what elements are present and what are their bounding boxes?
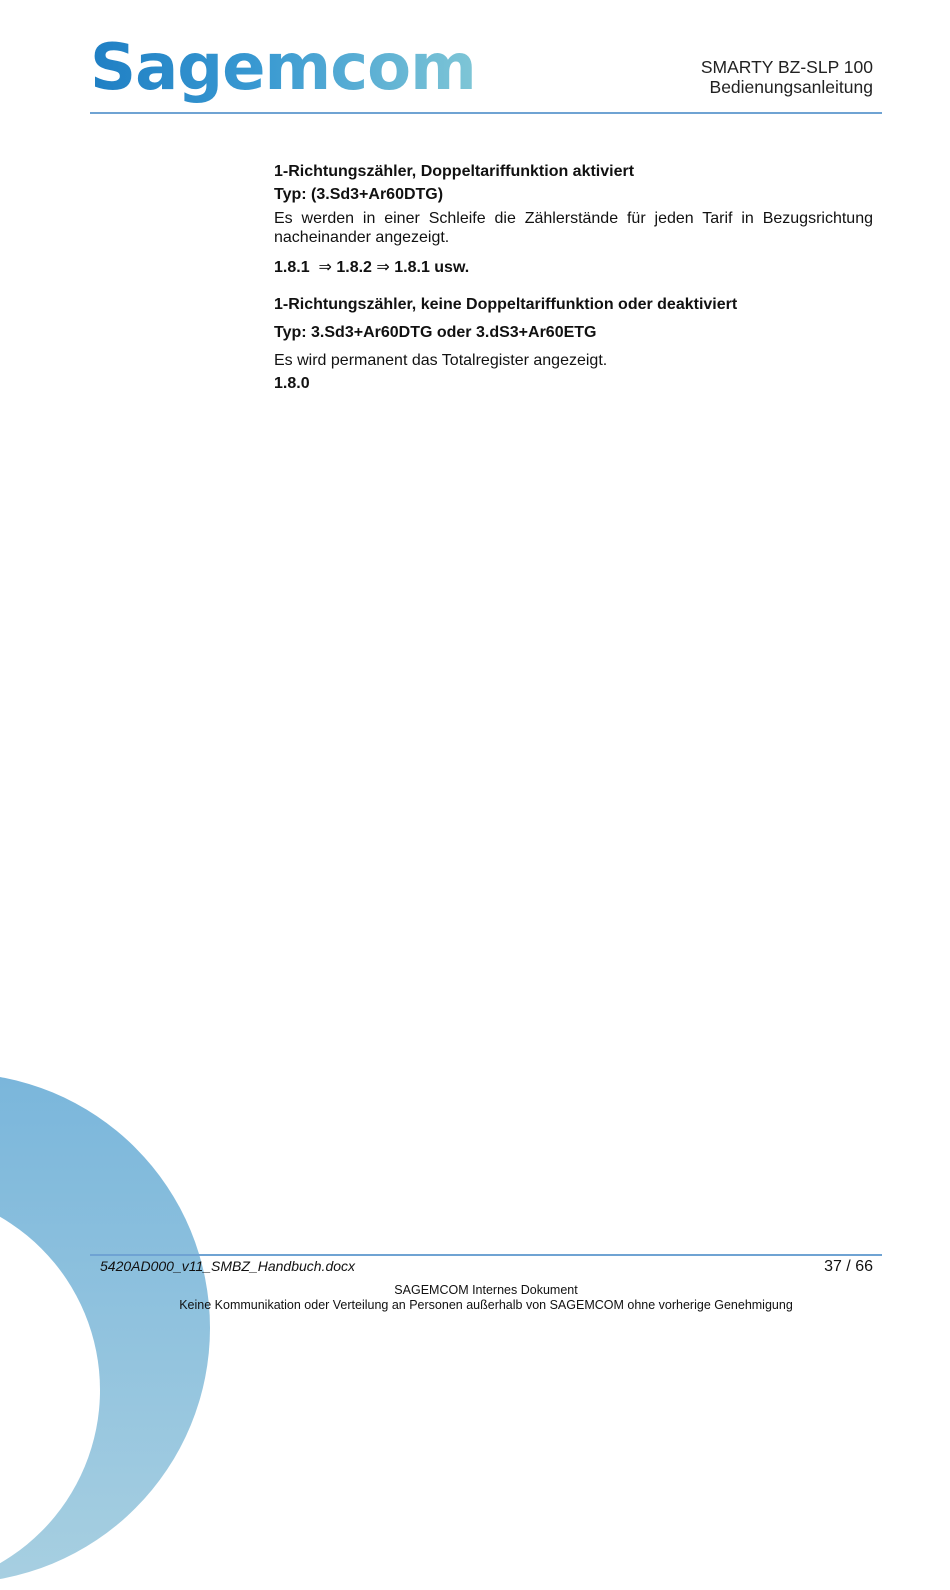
arrow-icon: ⇒ <box>376 257 390 276</box>
arrow-icon: ⇒ <box>318 257 332 276</box>
internal-document-label: SAGEMCOM Internes Dokument <box>394 1283 578 1297</box>
footer-notice-block <box>90 1283 882 1313</box>
sequence-item-3: 1.8.1 usw. <box>394 259 470 276</box>
header-rule <box>90 112 882 114</box>
section1-title: 1-Richtungszähler, Doppeltariffunktion aktiviert <box>274 163 635 180</box>
section2-type: Typ: 3.Sd3+Ar60DTG oder 3.dS3+Ar60ETG <box>274 324 597 341</box>
page-content <box>274 158 873 393</box>
section2-text: Es wird permanent das Totalregister angezeigt. <box>274 352 608 369</box>
document-type: Bedienungsanleitung <box>709 77 873 97</box>
section1-text: Es werden in einer Schleife die Zählerstände für jeden Tarif in Bezugsrichtung nacheinander angezeigt. <box>274 210 873 246</box>
footer-filename: 5420AD000_v11_SMBZ_Handbuch.docx <box>100 1258 356 1274</box>
company-logo: Sagemcom <box>90 28 476 108</box>
product-name: SMARTY BZ-SLP 100 <box>700 57 873 77</box>
register-sequence <box>274 257 873 277</box>
page-number: 37 / 66 <box>824 1258 873 1275</box>
section1-type: Typ: (3.Sd3+Ar60DTG) <box>274 186 444 203</box>
section2-register: 1.8.0 <box>274 375 310 392</box>
header-info <box>701 57 873 97</box>
sequence-item-1: 1.8.1 <box>274 259 310 276</box>
sequence-item-2: 1.8.2 <box>336 259 372 276</box>
distribution-notice: Keine Kommunikation oder Verteilung an Personen außerhalb von SAGEMCOM ohne vorherige Genehmigung <box>179 1298 793 1312</box>
section2-title: 1-Richtungszähler, keine Doppeltariffunktion oder deaktiviert <box>274 296 738 313</box>
footer-rule <box>90 1254 882 1256</box>
